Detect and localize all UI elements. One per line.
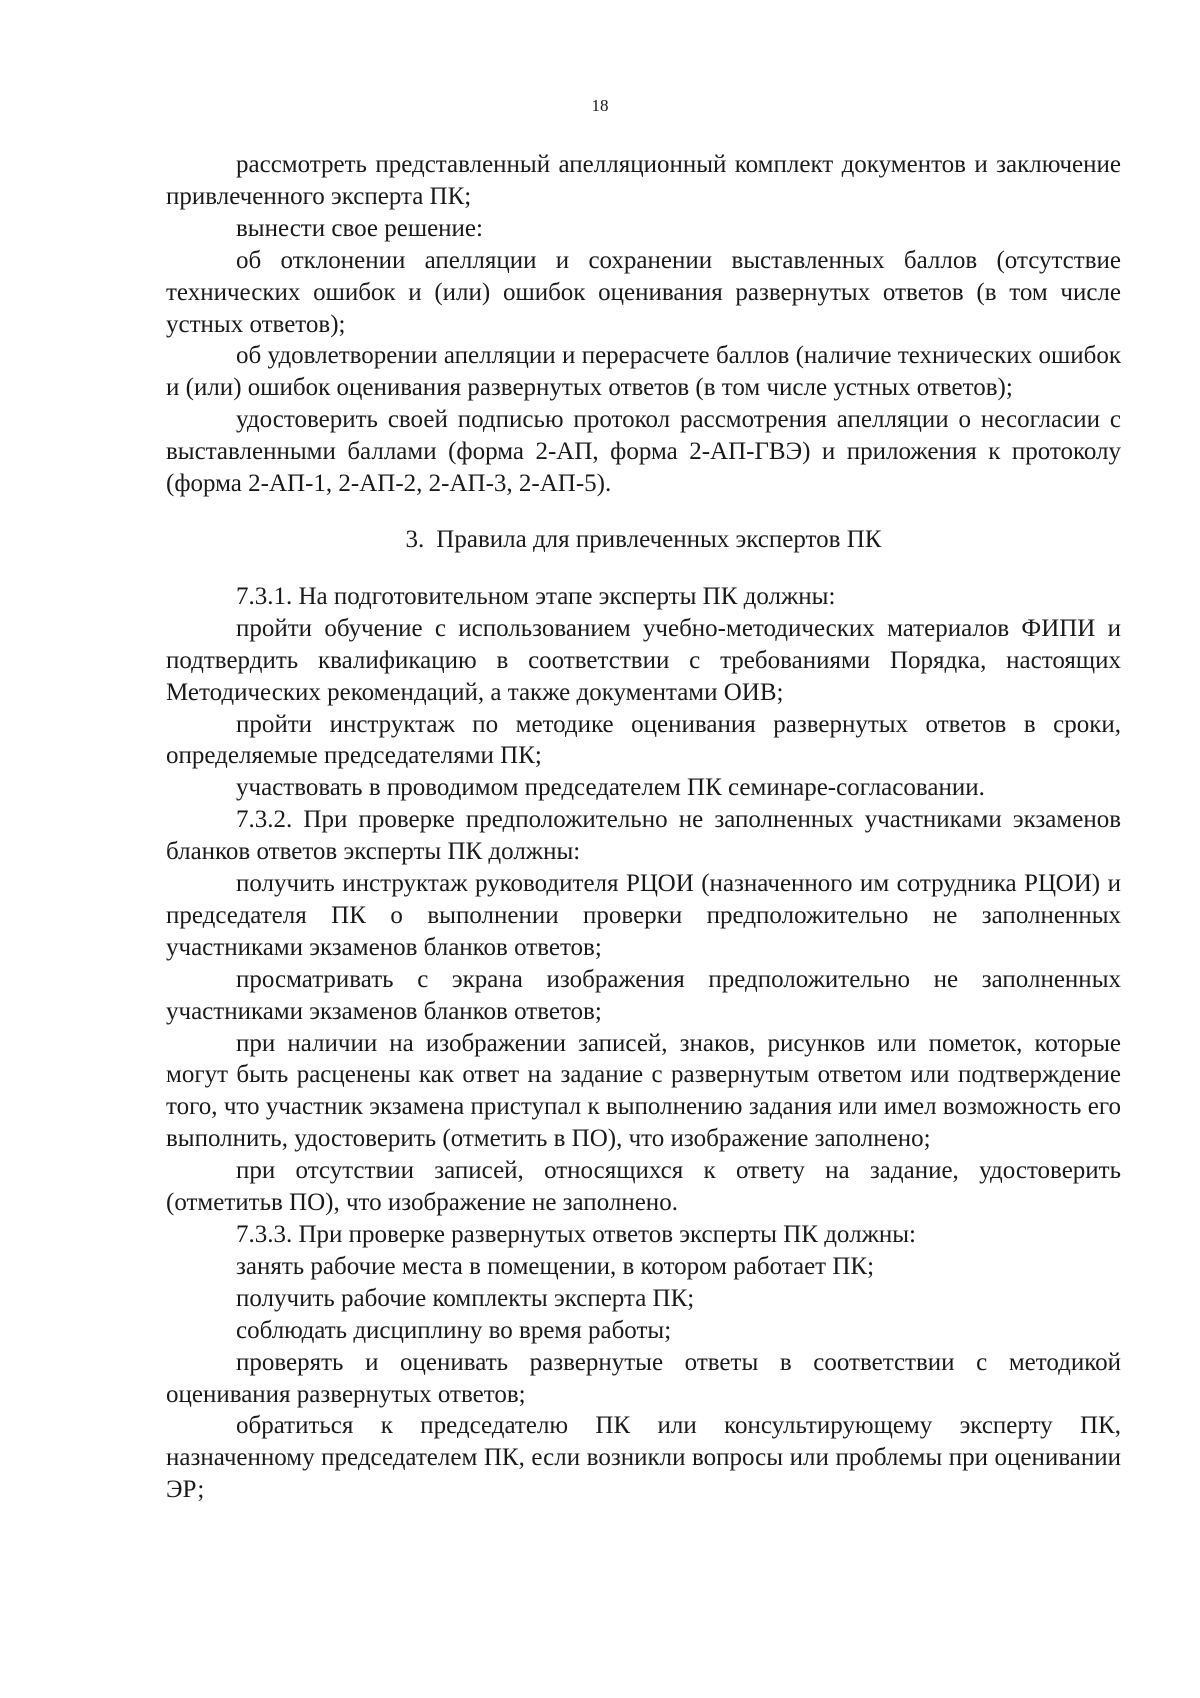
paragraph: обратиться к председателю ПК или консультирующему эксперту ПК, назначенному председателем ПК, если возникли вопросы или проблемы при оценивании ЭР; [166,1412,1121,1504]
document-body [166,149,1121,1506]
paragraph: вынести свое решение: [236,214,483,242]
paragraph: пройти обучение с использованием учебно-методических материалов ФИПИ и подтвердить квалификацию в соответствии с требованиями Порядка, настоящих Методических рекомендаций, а также документами ОИВ; [166,614,1121,706]
paragraph: об отклонении апелляции и сохранении выставленных баллов (отсутствие технических ошибок и (или) ошибок оценивания развернутых ответов (в том числе устных ответов); [166,246,1121,338]
paragraph: получить рабочие комплекты эксперта ПК; [236,1284,695,1312]
paragraph: об удовлетворении апелляции и перерасчете баллов (наличие технических ошибок и (или) ошибок оценивания развернутых ответов (в том числе устных ответов); [166,342,1121,402]
paragraph: участвовать в проводимом председателем ПК семинаре-согласовании. [236,774,985,802]
paragraph: пройти инструктаж по методике оценивания развернутых ответов в сроки, определяемые председателями ПК; [166,710,1121,770]
paragraph: получить инструктаж руководителя РЦОИ (назначенного им сотрудника РЦОИ) и председателя ПК о выполнении проверки предположительно не заполненных участниками экзаменов бланков ответов; [166,870,1121,961]
section-heading [166,524,1121,556]
paragraph: рассмотреть представленный апелляционный комплект документов и заключение привлеченного эксперта ПК; [166,151,1121,210]
paragraph: 7.3.3. При проверке развернутых ответов эксперты ПК должны: [236,1221,916,1248]
paragraph: соблюдать дисциплину во время работы; [236,1316,672,1344]
paragraph: при наличии на изображении записей, знаков, рисунков или пометок, которые могут быть расценены как ответ на задание с развернутым ответом или подтверждение того, что участник экзамена приступал к выполнению задания или имел возможность его выполнить, удостоверить (отметить в ПО), что изображение заполнено; [166,1029,1121,1153]
section-number: 3. [405,525,425,553]
paragraph: 7.3.1. На подготовительном этапе эксперты ПК должны: [236,582,836,610]
paragraph: занять рабочие места в помещении, в котором работает ПК; [236,1252,875,1280]
section-title: Правила для привлеченных экспертов ПК [436,525,882,553]
paragraph: просматривать с экрана изображения предположительно не заполненных участниками экзаменов бланков ответов; [166,965,1121,1025]
page-number: 18 [591,96,609,115]
paragraph: удостоверить своей подписью протокол рассмотрения апелляции о несогласии с выставленными баллами (форма 2-АП, форма 2-АП-ГВЭ) и приложения к протоколу (форма 2-АП-1, 2-АП-2, 2-АП-3, 2-АП-5). [166,406,1121,498]
paragraph: проверять и оценивать развернутые ответы в соответствии с методикой оценивания развернутых ответов; [166,1348,1121,1408]
paragraph: 7.3.2. При проверке предположительно не заполненных участниками экзаменов бланков ответов эксперты ПК должны: [166,806,1121,866]
paragraph: при отсутствии записей, относящихся к ответу на задание, удостоверить (отметитьв ПО), что изображение не заполнено. [166,1157,1121,1217]
